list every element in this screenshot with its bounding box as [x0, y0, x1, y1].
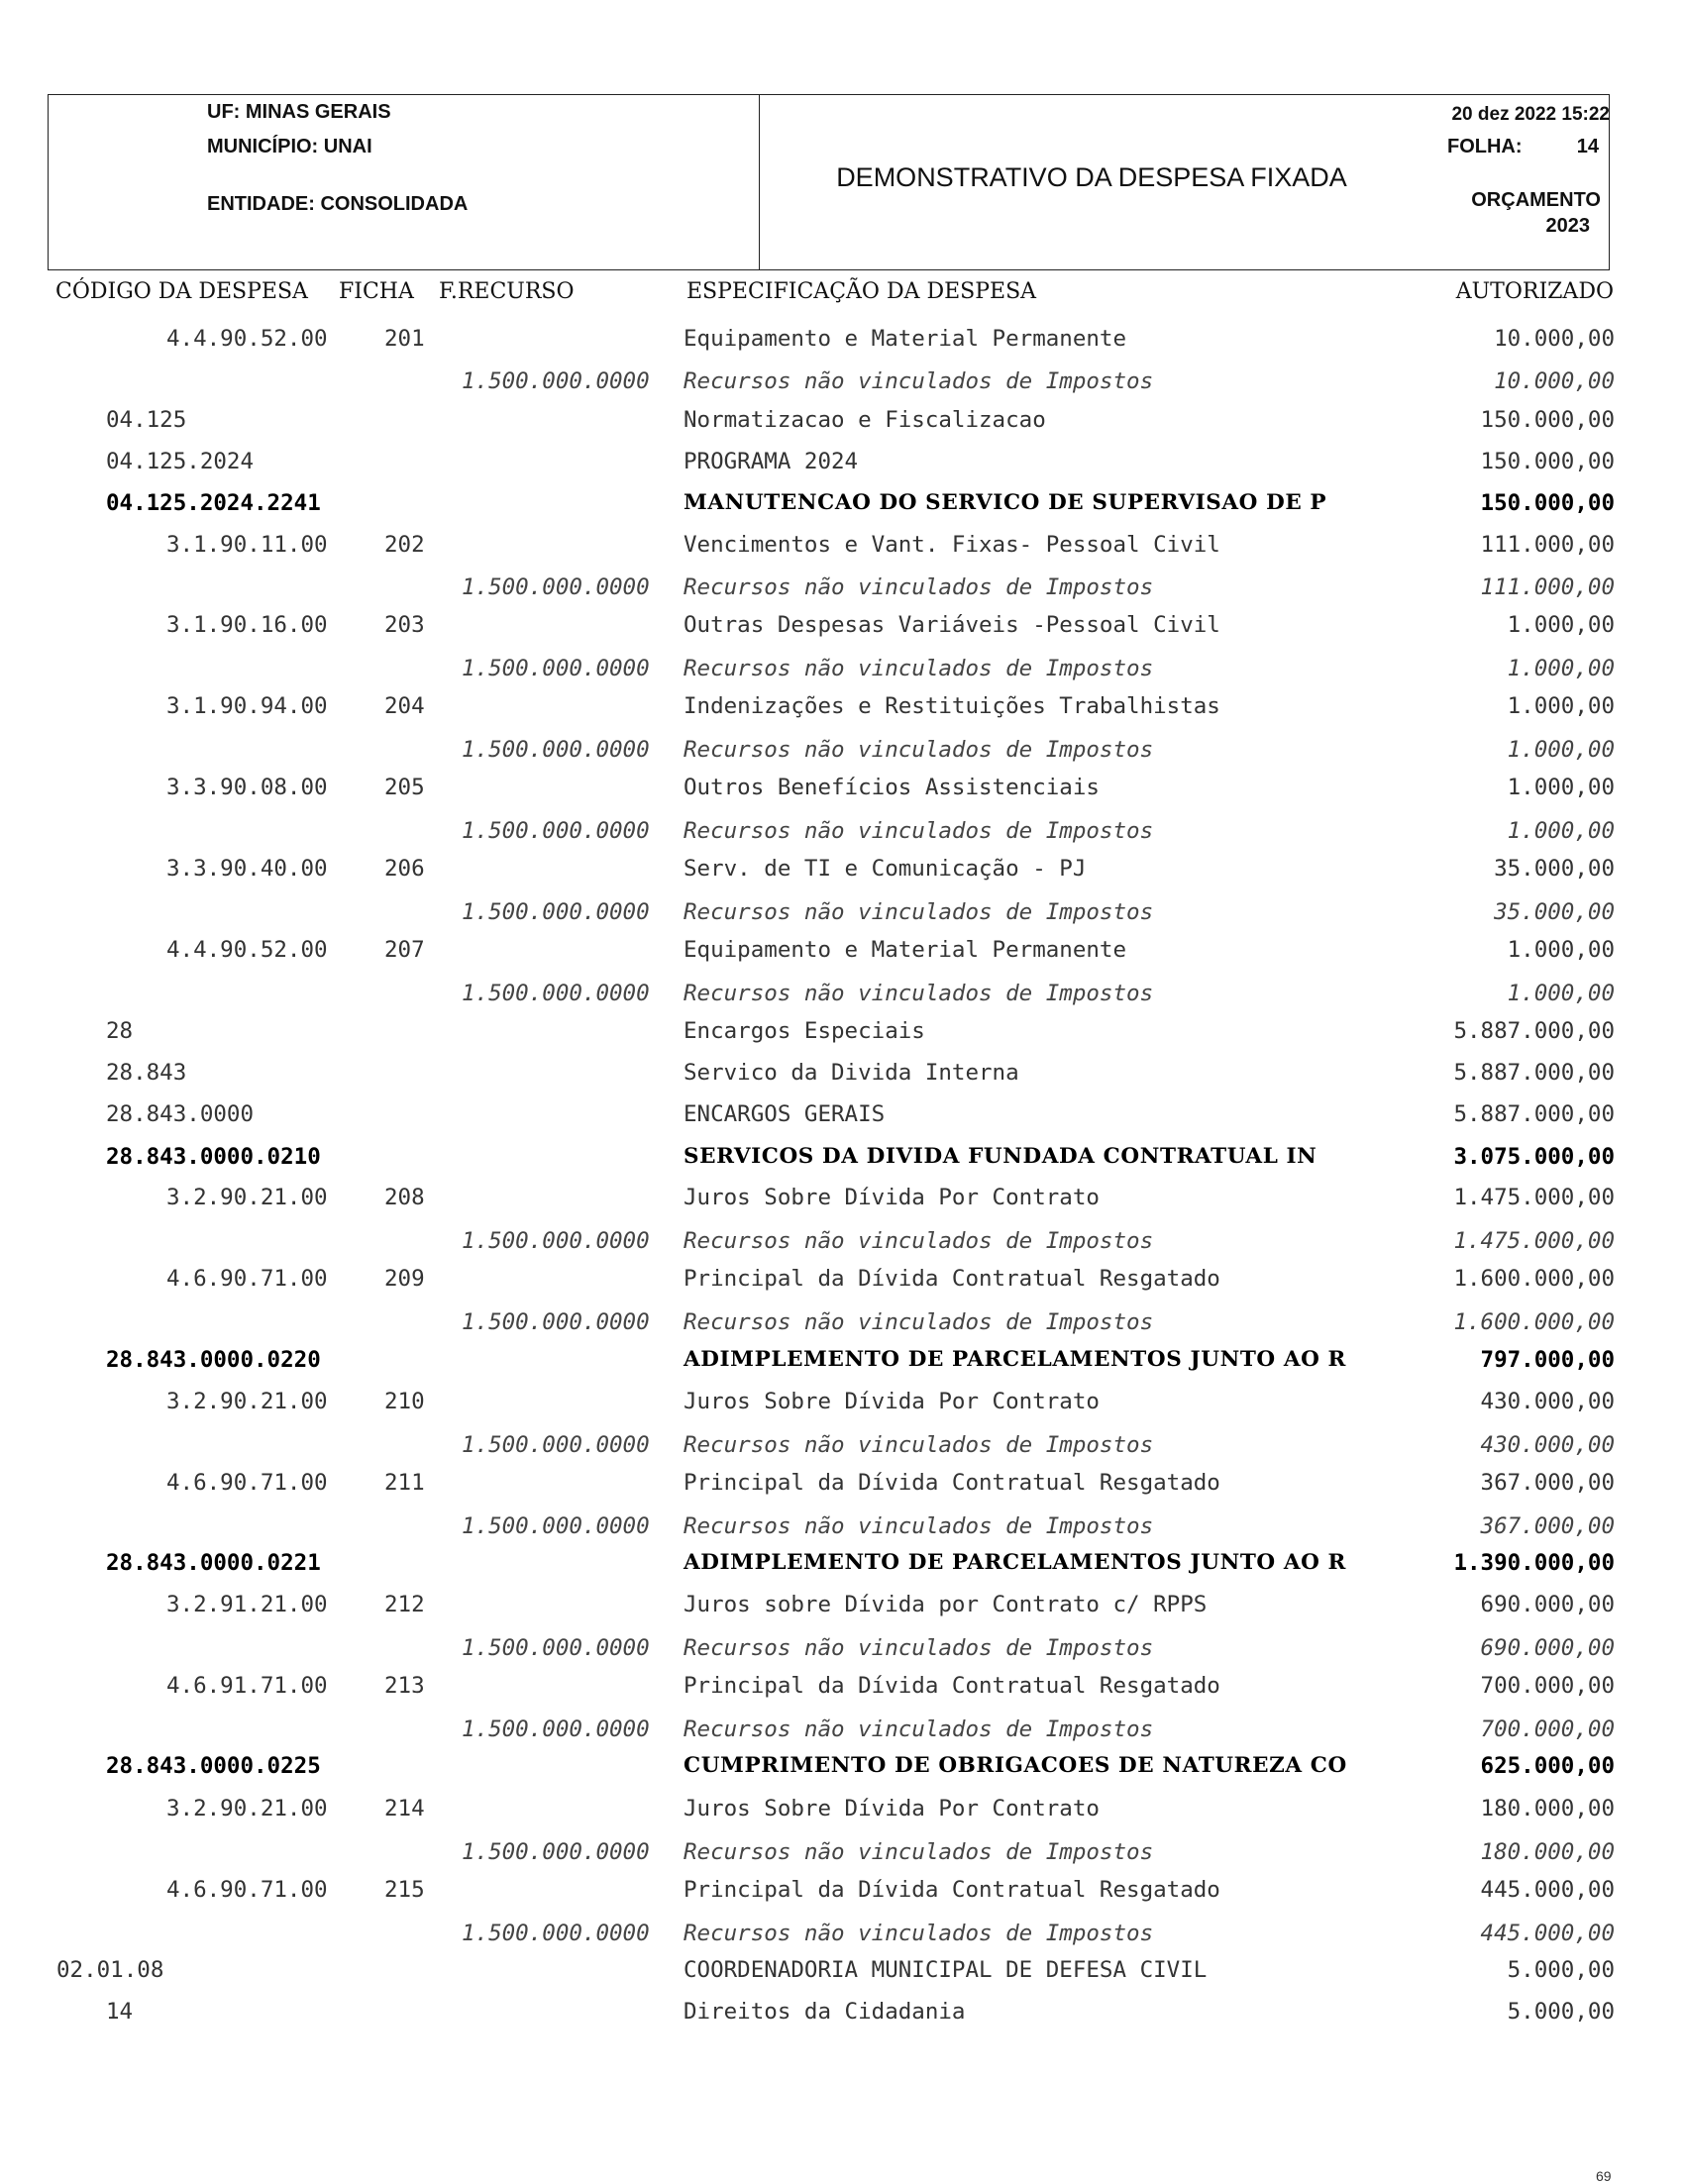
expense-code: 14 — [106, 1999, 134, 2025]
expense-description: Recursos não vinculados de Impostos — [684, 574, 1154, 600]
col-codigo: CÓDIGO DA DESPESA — [55, 279, 308, 304]
expense-description: Recursos não vinculados de Impostos — [684, 1839, 1154, 1865]
table-row — [0, 447, 1685, 476]
orcamento-label: ORÇAMENTO — [1471, 189, 1601, 211]
expense-description: ENCARGOS GERAIS — [684, 1101, 886, 1127]
authorized-amount: 367.000,00 — [1480, 1470, 1615, 1496]
expense-description: Recursos não vinculados de Impostos — [684, 737, 1154, 763]
authorized-amount: 445.000,00 — [1480, 1921, 1615, 1946]
resource-code: 1.500.000.0000 — [462, 574, 650, 600]
table-row — [0, 1099, 1685, 1129]
expense-code: 4.6.90.71.00 — [166, 1266, 328, 1292]
authorized-amount: 5.000,00 — [1507, 1957, 1615, 1983]
authorized-amount: 180.000,00 — [1480, 1839, 1615, 1865]
expense-code: 3.1.90.11.00 — [166, 532, 328, 558]
expense-code: 28.843 — [106, 1060, 187, 1086]
authorized-amount: 430.000,00 — [1480, 1389, 1615, 1414]
authorized-amount: 430.000,00 — [1480, 1432, 1615, 1458]
action-row — [0, 488, 1685, 518]
authorized-amount: 1.000,00 — [1507, 981, 1615, 1006]
ficha-number: 210 — [384, 1389, 425, 1414]
expense-code: 28.843.0000.0220 — [106, 1347, 321, 1373]
expense-description: Recursos não vinculados de Impostos — [684, 1309, 1154, 1335]
resource-code: 1.500.000.0000 — [462, 818, 650, 844]
expense-description: Indenizações e Restituições Trabalhistas — [684, 693, 1220, 719]
authorized-amount: 10.000,00 — [1494, 326, 1615, 352]
authorized-amount: 700.000,00 — [1480, 1716, 1615, 1742]
expense-code: 3.3.90.08.00 — [166, 775, 328, 800]
expense-code: 4.6.91.71.00 — [166, 1673, 328, 1699]
table-row — [0, 1875, 1685, 1905]
expense-description: SERVICOS DA DIVIDA FUNDADA CONTRATUAL IN — [684, 1144, 1317, 1169]
authorized-amount: 5.887.000,00 — [1453, 1018, 1615, 1044]
resource-code: 1.500.000.0000 — [462, 981, 650, 1006]
table-row — [0, 405, 1685, 435]
table-row — [0, 1016, 1685, 1046]
ficha-number: 214 — [384, 1796, 425, 1821]
expense-description: Servico da Divida Interna — [684, 1060, 1019, 1086]
authorized-amount: 1.000,00 — [1507, 775, 1615, 800]
table-row — [0, 935, 1685, 965]
expense-code: 3.1.90.16.00 — [166, 612, 328, 638]
expense-code: 3.2.91.21.00 — [166, 1592, 328, 1617]
expense-description: ADIMPLEMENTO DE PARCELAMENTOS JUNTO AO R — [684, 1550, 1346, 1575]
expense-description: MANUTENCAO DO SERVICO DE SUPERVISAO DE P — [684, 490, 1327, 515]
resource-code: 1.500.000.0000 — [462, 656, 650, 681]
authorized-amount: 150.000,00 — [1480, 449, 1615, 474]
resource-row — [0, 572, 1685, 602]
uf-label: UF: MINAS GERAIS — [207, 101, 391, 123]
resource-code: 1.500.000.0000 — [462, 1513, 650, 1539]
table-row — [0, 1387, 1685, 1416]
resource-row — [0, 1919, 1685, 1948]
table-row — [0, 1590, 1685, 1619]
table-row — [0, 1058, 1685, 1088]
expense-description: COORDENADORIA MUNICIPAL DE DEFESA CIVIL — [684, 1957, 1208, 1983]
authorized-amount: 1.000,00 — [1507, 737, 1615, 763]
table-row — [0, 691, 1685, 721]
expense-code: 04.125.2024 — [106, 449, 255, 474]
action-row — [0, 1751, 1685, 1781]
folha-label: FOLHA: — [1447, 136, 1523, 157]
expense-description: Principal da Dívida Contratual Resgatado — [684, 1470, 1220, 1496]
authorized-amount: 1.000,00 — [1507, 937, 1615, 963]
table-row — [0, 610, 1685, 640]
expense-description: Recursos não vinculados de Impostos — [684, 368, 1154, 394]
authorized-amount: 111.000,00 — [1480, 532, 1615, 558]
expense-description: Principal da Dívida Contratual Resgatado — [684, 1266, 1220, 1292]
col-especificacao: ESPECIFICAÇÃO DA DESPESA — [686, 279, 1037, 304]
table-row — [0, 530, 1685, 560]
resource-code: 1.500.000.0000 — [462, 1432, 650, 1458]
ficha-number: 208 — [384, 1185, 425, 1210]
expense-description: Recursos não vinculados de Impostos — [684, 1716, 1154, 1742]
expense-description: Direitos da Cidadania — [684, 1999, 966, 2025]
authorized-amount: 3.075.000,00 — [1453, 1144, 1615, 1170]
resource-row — [0, 366, 1685, 396]
expense-description: Juros sobre Dívida por Contrato c/ RPPS — [684, 1592, 1208, 1617]
resource-code: 1.500.000.0000 — [462, 1635, 650, 1661]
resource-row — [0, 1837, 1685, 1867]
resource-code: 1.500.000.0000 — [462, 1716, 650, 1742]
expense-code: 3.2.90.21.00 — [166, 1185, 328, 1210]
resource-row — [0, 1430, 1685, 1460]
resource-code: 1.500.000.0000 — [462, 899, 650, 925]
expense-code: 04.125.2024.2241 — [106, 490, 321, 516]
resource-row — [0, 897, 1685, 927]
ficha-number: 211 — [384, 1470, 425, 1496]
expense-description: Recursos não vinculados de Impostos — [684, 1921, 1154, 1946]
authorized-amount: 150.000,00 — [1480, 490, 1615, 516]
expense-code: 28 — [106, 1018, 134, 1044]
ficha-number: 209 — [384, 1266, 425, 1292]
expense-code: 3.2.90.21.00 — [166, 1796, 328, 1821]
authorized-amount: 35.000,00 — [1494, 856, 1615, 882]
col-autorizado: AUTORIZADO — [1455, 279, 1614, 304]
table-row — [0, 1183, 1685, 1212]
authorized-amount: 5.887.000,00 — [1453, 1060, 1615, 1086]
resource-row — [0, 735, 1685, 765]
expense-description: PROGRAMA 2024 — [684, 449, 859, 474]
table-row — [0, 854, 1685, 884]
authorized-amount: 625.000,00 — [1480, 1753, 1615, 1779]
resource-code: 1.500.000.0000 — [462, 1921, 650, 1946]
ficha-number: 205 — [384, 775, 425, 800]
authorized-amount: 5.000,00 — [1507, 1999, 1615, 2025]
action-row — [0, 1142, 1685, 1172]
ficha-number: 204 — [384, 693, 425, 719]
expense-description: Recursos não vinculados de Impostos — [684, 1228, 1154, 1254]
authorized-amount: 1.000,00 — [1507, 612, 1615, 638]
authorized-amount: 690.000,00 — [1480, 1592, 1615, 1617]
resource-code: 1.500.000.0000 — [462, 1228, 650, 1254]
expense-code: 28.843.0000.0225 — [106, 1753, 321, 1779]
expense-description: Encargos Especiais — [684, 1018, 925, 1044]
resource-row — [0, 1511, 1685, 1541]
authorized-amount: 1.000,00 — [1507, 693, 1615, 719]
expense-code: 04.125 — [106, 407, 187, 433]
expense-description: Juros Sobre Dívida Por Contrato — [684, 1796, 1100, 1821]
authorized-amount: 1.600.000,00 — [1453, 1266, 1615, 1292]
expense-description: Principal da Dívida Contratual Resgatado — [684, 1877, 1220, 1903]
expense-code: 3.1.90.94.00 — [166, 693, 328, 719]
authorized-amount: 1.000,00 — [1507, 656, 1615, 681]
authorized-amount: 1.000,00 — [1507, 818, 1615, 844]
expense-description: Principal da Dívida Contratual Resgatado — [684, 1673, 1220, 1699]
entidade-label: ENTIDADE: CONSOLIDADA — [207, 193, 469, 215]
expense-description: CUMPRIMENTO DE OBRIGACOES DE NATUREZA CO — [684, 1753, 1347, 1778]
municipio-label: MUNICÍPIO: UNAI — [207, 136, 372, 157]
authorized-amount: 10.000,00 — [1494, 368, 1615, 394]
authorized-amount: 1.390.000,00 — [1453, 1550, 1615, 1576]
expense-description: Equipamento e Material Permanente — [684, 937, 1127, 963]
ficha-number: 203 — [384, 612, 425, 638]
table-row — [0, 1671, 1685, 1701]
col-frecurso: F.RECURSO — [439, 279, 575, 304]
authorized-amount: 35.000,00 — [1494, 899, 1615, 925]
expense-code: 28.843.0000.0221 — [106, 1550, 321, 1576]
table-row — [0, 324, 1685, 354]
expense-description: Recursos não vinculados de Impostos — [684, 899, 1154, 925]
expense-description: Recursos não vinculados de Impostos — [684, 1432, 1154, 1458]
resource-code: 1.500.000.0000 — [462, 1839, 650, 1865]
ficha-number: 213 — [384, 1673, 425, 1699]
expense-description: Recursos não vinculados de Impostos — [684, 656, 1154, 681]
authorized-amount: 150.000,00 — [1480, 407, 1615, 433]
resource-row — [0, 654, 1685, 683]
authorized-amount: 797.000,00 — [1480, 1347, 1615, 1373]
table-row — [0, 773, 1685, 802]
authorized-amount: 700.000,00 — [1480, 1673, 1615, 1699]
expense-description: Outros Benefícios Assistenciais — [684, 775, 1100, 800]
action-row — [0, 1548, 1685, 1578]
resource-row — [0, 1226, 1685, 1256]
expense-description: Recursos não vinculados de Impostos — [684, 1635, 1154, 1661]
report-title: DEMONSTRATIVO DA DESPESA FIXADA — [836, 162, 1347, 192]
authorized-amount: 690.000,00 — [1480, 1635, 1615, 1661]
expense-description: ADIMPLEMENTO DE PARCELAMENTOS JUNTO AO R — [684, 1347, 1346, 1372]
table-row — [0, 1264, 1685, 1294]
resource-code: 1.500.000.0000 — [462, 368, 650, 394]
resource-row — [0, 1715, 1685, 1744]
authorized-amount: 445.000,00 — [1480, 1877, 1615, 1903]
table-row — [0, 1955, 1685, 1985]
expense-code: 4.4.90.52.00 — [166, 326, 328, 352]
expense-description: Recursos não vinculados de Impostos — [684, 981, 1154, 1006]
table-row — [0, 1794, 1685, 1823]
expense-description: Equipamento e Material Permanente — [684, 326, 1127, 352]
expense-description: Juros Sobre Dívida Por Contrato — [684, 1185, 1100, 1210]
authorized-amount: 1.600.000,00 — [1453, 1309, 1615, 1335]
ficha-number: 215 — [384, 1877, 425, 1903]
expense-code: 28.843.0000 — [106, 1101, 255, 1127]
expense-code: 4.4.90.52.00 — [166, 937, 328, 963]
resource-row — [0, 979, 1685, 1008]
expense-description: Serv. de TI e Comunicação - PJ — [684, 856, 1087, 882]
authorized-amount: 180.000,00 — [1480, 1796, 1615, 1821]
orcamento-year: 2023 — [1545, 215, 1590, 237]
resource-row — [0, 1633, 1685, 1663]
ficha-number: 207 — [384, 937, 425, 963]
resource-code: 1.500.000.0000 — [462, 737, 650, 763]
authorized-amount: 367.000,00 — [1480, 1513, 1615, 1539]
col-ficha: FICHA — [339, 279, 414, 304]
table-row — [0, 1997, 1685, 2027]
expense-description: Recursos não vinculados de Impostos — [684, 1513, 1154, 1539]
expense-description: Normatizacao e Fiscalizacao — [684, 407, 1046, 433]
action-row — [0, 1345, 1685, 1375]
expense-description: Juros Sobre Dívida Por Contrato — [684, 1389, 1100, 1414]
ficha-number: 201 — [384, 326, 425, 352]
table-row — [0, 1468, 1685, 1498]
authorized-amount: 1.475.000,00 — [1453, 1185, 1615, 1210]
expense-code: 28.843.0000.0210 — [106, 1144, 321, 1170]
authorized-amount: 111.000,00 — [1480, 574, 1615, 600]
expense-code: 02.01.08 — [56, 1957, 164, 1983]
expense-code: 4.6.90.71.00 — [166, 1470, 328, 1496]
page-number: 69 — [1596, 2168, 1612, 2184]
expense-description: Vencimentos e Vant. Fixas- Pessoal Civil — [684, 532, 1220, 558]
ficha-number: 202 — [384, 532, 425, 558]
authorized-amount: 1.475.000,00 — [1453, 1228, 1615, 1254]
expense-code: 3.3.90.40.00 — [166, 856, 328, 882]
ficha-number: 212 — [384, 1592, 425, 1617]
ficha-number: 206 — [384, 856, 425, 882]
authorized-amount: 5.887.000,00 — [1453, 1101, 1615, 1127]
report-datetime: 20 dez 2022 15:22 — [1451, 104, 1610, 125]
expense-description: Outras Despesas Variáveis -Pessoal Civil — [684, 612, 1220, 638]
folha-number: 14 — [1576, 136, 1599, 157]
expense-description: Recursos não vinculados de Impostos — [684, 818, 1154, 844]
expense-code: 4.6.90.71.00 — [166, 1877, 328, 1903]
resource-code: 1.500.000.0000 — [462, 1309, 650, 1335]
expense-code: 3.2.90.21.00 — [166, 1389, 328, 1414]
resource-row — [0, 816, 1685, 846]
resource-row — [0, 1307, 1685, 1337]
